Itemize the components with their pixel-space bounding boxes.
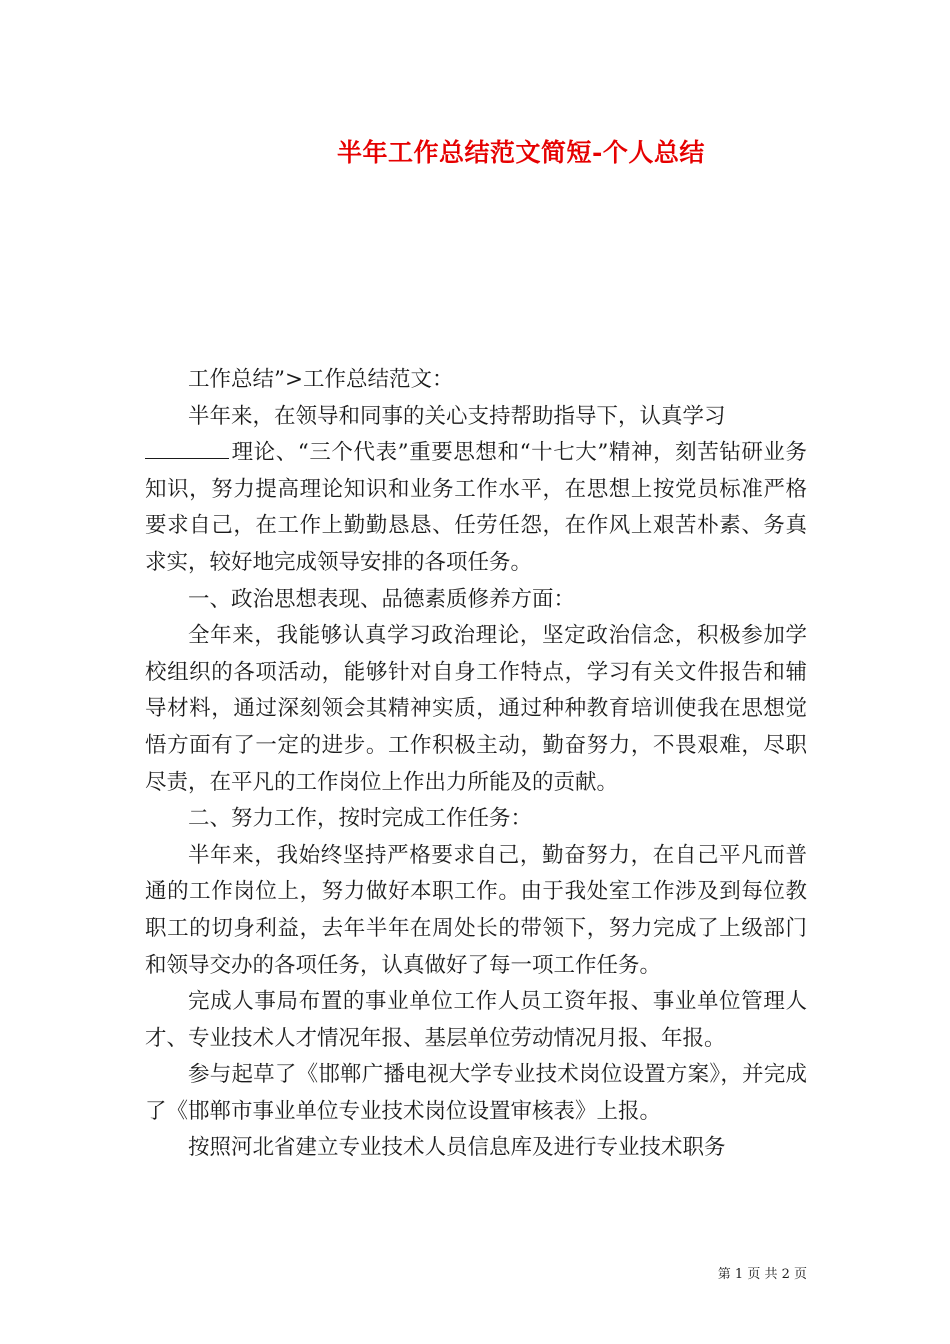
fill-in-blank [145,436,229,459]
paragraph-summary [145,399,807,582]
paragraph-summary-rest [145,435,807,581]
paragraph-reports: 完成人事局布置的事业单位工作人员工资年报、事业单位管理人才、专业技术人才情况年报、基层单位劳动情况月报、年报。 [145,989,807,1051]
paragraph-summary-continuation: 理论、“三个代表”重要思想和“十七大”精神，刻苦钻研业务知识，努力提高理论知识和业务工作水平，在思想上按党员标准严格要求自己，在工作上勤勤恳恳、任劳任怨，在作风上艰苦朴素、务真求实，较好地完成领导安排的各项任务。 [145,440,807,575]
paragraph-summary-first-line: 半年来，在领导和同事的关心支持帮助指导下，认真学习 [188,403,726,429]
document-body [145,362,807,1167]
document-title: 半年工作总结范文简短-个人总结 [337,138,705,167]
paragraph-political: 全年来，我能够认真学习政治理论，坚定政治信念，积极参加学校组织的各项活动，能够针对自身工作特点，学习有关文件报告和辅导材料，通过深刻领会其精神实质，通过种种教育培训使我在思想觉悟方面有了一定的进步。工作积极主动，勤奋努力，不畏艰难，尽职尽责，在平凡的工作岗位上作出力所能及的贡献。 [145,623,807,795]
section-heading-2: 二、努力工作，按时完成工作任务： [188,806,533,832]
section-heading-1: 一、政治思想表现、品德素质修养方面： [188,586,576,612]
paragraph-database: 按照河北省建立专业技术人员信息库及进行专业技术职务 [188,1135,726,1161]
page-number: 第 1 页 共 2 页 [717,1267,807,1282]
paragraph-drafting: 参与起草了《邯郸广播电视大学专业技术岗位设置方案》，并完成了《邯郸市事业单位专业技术岗位设置审核表》上报。 [145,1062,807,1124]
paragraph-intro: 工作总结”>工作总结范文： [188,367,454,392]
paragraph-work: 半年来，我始终坚持严格要求自己，勤奋努力，在自己平凡而普通的工作岗位上，努力做好本职工作。由于我处室工作涉及到每位教职工的切身利益，去年半年在周处长的带领下，努力完成了上级部门和领导交办的各项任务，认真做好了每一项工作任务。 [145,842,807,978]
